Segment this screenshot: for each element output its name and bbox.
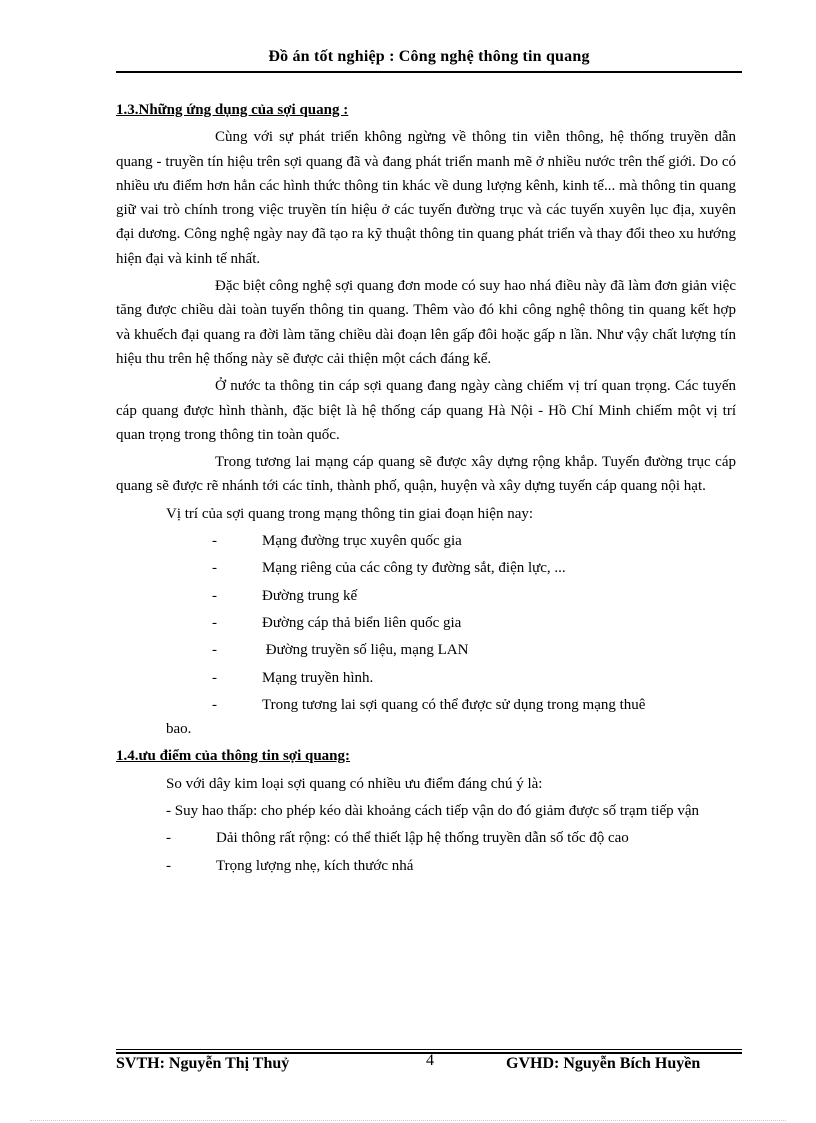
list-item-text: Trong tương lai sợi quang có thể được sử dụng trong mạng thuê — [262, 696, 646, 713]
bullet-dash: - — [166, 857, 171, 874]
bullet-dash: - — [166, 830, 171, 847]
header-rule — [116, 71, 742, 73]
list-item — [116, 826, 736, 850]
bullet-dash: - — [212, 669, 217, 686]
list-item — [116, 584, 736, 608]
section-14-intro: So với dây kim loại sợi quang có nhiều ưu điểm đáng chú ý là: — [166, 775, 543, 792]
document-body — [116, 98, 736, 878]
list-item — [116, 529, 736, 553]
list-item — [116, 638, 736, 662]
paragraph-2: Đặc biệt công nghệ sợi quang đơn mode có suy hao nhá điều này đã làm đơn giản việc tăng được chiều dài toàn tuyến thông tin quang. Thêm vào đó khi công nghệ thông tin quang kết hợp và khuếch đại quang ra đời làm tăng chiều dài đoạn lên gấp đôi hoặc gấp n lần. Như vậy chất lượng tín hiệu thu trên hệ thống này sẽ được cải thiện một cách đáng kể. — [116, 278, 736, 367]
list-item-text: Đường truyền số liệu, mạng LAN — [262, 642, 469, 659]
list-item-text: Đường cáp thả biển liên quốc gia — [262, 614, 462, 631]
paragraph-1: Cùng với sự phát triển không ngừng về thông tin viễn thông, hệ thống truyền dẫn quang - truyền tín hiệu trên sợi quang đã và đang phát triển manh mẽ ở nhiều nước trên thế giới. Do có nhiều ưu điểm hơn hẳn các hình thức thông tin khác về dung lượng kênh, kinh tế... mà thông tin quang giữ vai trò chính trong việc truyền tín hiệu ở các tuyến đường trục và các tuyến xuyên lục địa, xuyên đại dương. Công nghệ ngày nay đã tạo ra kỹ thuật thông tin quang phát triển và thay đổi theo xu hướng hiện đại và kinh tế nhất. — [116, 129, 736, 267]
list-item-text: Mạng đường trục xuyên quốc gia — [262, 533, 462, 550]
list-item — [116, 666, 736, 690]
list-item-text: Mạng truyền hình. — [262, 669, 374, 686]
list-item — [116, 693, 736, 717]
footer-rule-thin — [116, 1049, 742, 1050]
section-14-heading: 1.4.ưu điểm của thông tin sợi quang: — [116, 748, 351, 765]
footer-advisor: GVHD: Nguyễn Bích Huyền — [506, 1055, 701, 1072]
list-item-continuation: bao. — [166, 721, 192, 738]
paragraph-4: Trong tương lai mạng cáp quang sẽ được xây dựng rộng khắp. Tuyến đường trục cáp quang sẽ được rẽ nhánh tới các tỉnh, thành phố, quận, huyện và xây dựng tuyến cáp quang nội hạt. — [116, 454, 736, 495]
section-14-item-1: - Suy hao thấp: cho phép kéo dài khoảng cách tiếp vận do đó giảm được số trạm tiếp vận — [166, 803, 700, 820]
bullet-dash: - — [212, 696, 217, 713]
list-item-text: Mạng riêng của các công ty đường sắt, điện lực, ... — [262, 560, 566, 577]
list-item-text: Dải thông rất rộng: có thể thiết lập hệ thống truyền dẫn số tốc độ cao — [216, 830, 629, 847]
list-item-text: Đường trung kế — [262, 587, 358, 604]
bullet-dash: - — [212, 642, 217, 659]
bullet-dash: - — [212, 533, 217, 550]
footer-student: SVTH: Nguyễn Thị Thuỷ — [116, 1055, 290, 1072]
list-item-text: Trọng lượng nhẹ, kích thước nhá — [216, 857, 414, 874]
paragraph-3: Ở nước ta thông tin cáp sợi quang đang ngày càng chiếm vị trí quan trọng. Các tuyến cáp quang được hình thành, đặc biệt là hệ thống cáp quang Hà Nội - Hồ Chí Minh chiếm một vị trí quan trọng trong thông tin toàn quốc. — [116, 378, 736, 443]
bullet-dash: - — [212, 587, 217, 604]
position-intro: Vị trí của sợi quang trong mạng thông tin giai đoạn hiện nay: — [166, 505, 534, 522]
list-item — [116, 854, 736, 878]
list-item — [116, 611, 736, 635]
page-bottom-border — [30, 1120, 786, 1121]
bullet-dash: - — [212, 614, 217, 631]
footer-page-number: 4 — [426, 1052, 434, 1069]
list-item — [116, 556, 736, 580]
page-header-title: Đồ án tốt nghiệp : Công nghệ thông tin quang — [268, 48, 590, 65]
section-13-heading: 1.3.Những ứng dụng của sợi quang : — [116, 102, 349, 118]
bullet-dash: - — [212, 560, 217, 577]
